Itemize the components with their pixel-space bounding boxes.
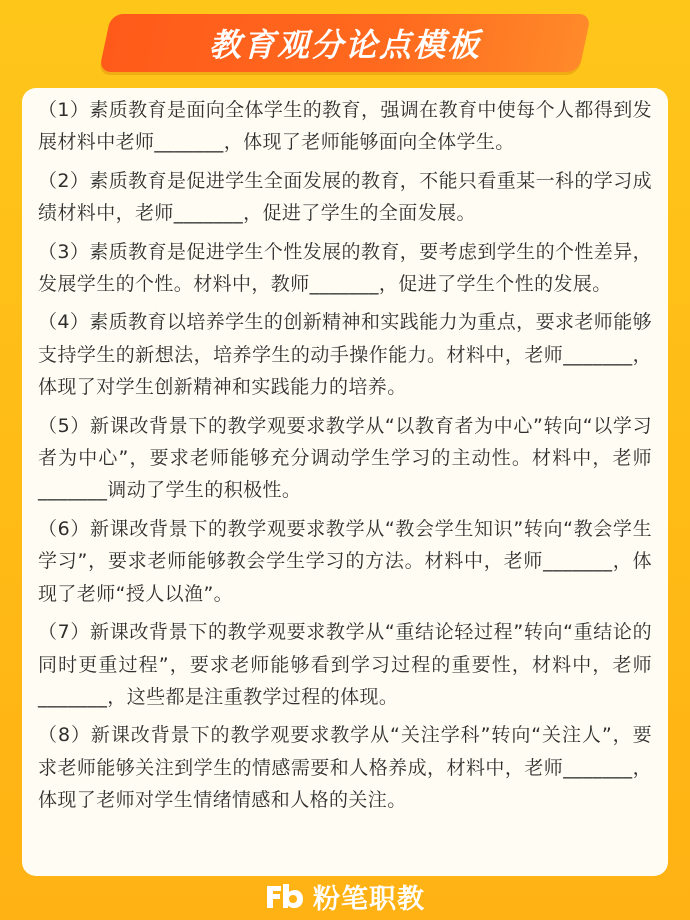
paragraph-4: （4）素质教育以培养学生的创新精神和实践能力为重点，要求老师能够支持学生的新想法，培养学生的动手操作能力。材料中，老师_______，体现了对学生创新精神和实践能力的培养。 [38,311,652,399]
paragraph-6: （6）新课改背景下的教学观要求教学从“教会学生知识”转向“教会学生学习”，要求老师能够教会学生学习的方法。材料中，老师_______，体现了老师“授人以渔”。 [38,517,652,605]
paragraph-3: （3）素质教育是促进学生个性发展的教育，要考虑到学生的个性差异，发展学生的个性。材料中，教师_______，促进了学生个性的发展。 [38,240,652,296]
paragraph-5: （5）新课改背景下的教学观要求教学从“以教育者为中心”转向“以学习者为中心”，要求老师能够充分调动学生学习的主动性。材料中，老师_______调动了学生的积极性。 [38,414,652,502]
fb-logo-icon [265,882,305,910]
paragraph-2: （2）素质教育是促进学生全面发展的教育，不能只看重某一科的学习成绩材料中，老师_______，促进了学生的全面发展。 [38,169,652,225]
footer [0,878,690,914]
paragraph-8: （8）新课改背景下的教学观要求教学从“关注学科”转向“关注人”，要求老师能够关注到学生的情感需要和人格养成，材料中，老师_______，体现了老师对学生情绪情感和人格的关注。 [38,724,652,812]
brand-name: 粉笔职教 [313,883,425,915]
title-banner [99,14,591,72]
page-title: 教育观分论点模板 [208,26,481,64]
paragraph-7: （7）新课改背景下的教学观要求教学从“重结论轻过程”转向“重结论的同时更重过程”，要求老师能够看到学习过程的重要性，材料中，老师_______，这些都是注重教学过程的体现。 [38,621,652,708]
title-area [0,14,690,74]
content-card [22,88,668,876]
paragraph-1: （1）素质教育是面向全体学生的教育，强调在教育中使每个人都得到发展材料中老师_______，体现了老师能够面向全体学生。 [38,99,652,154]
